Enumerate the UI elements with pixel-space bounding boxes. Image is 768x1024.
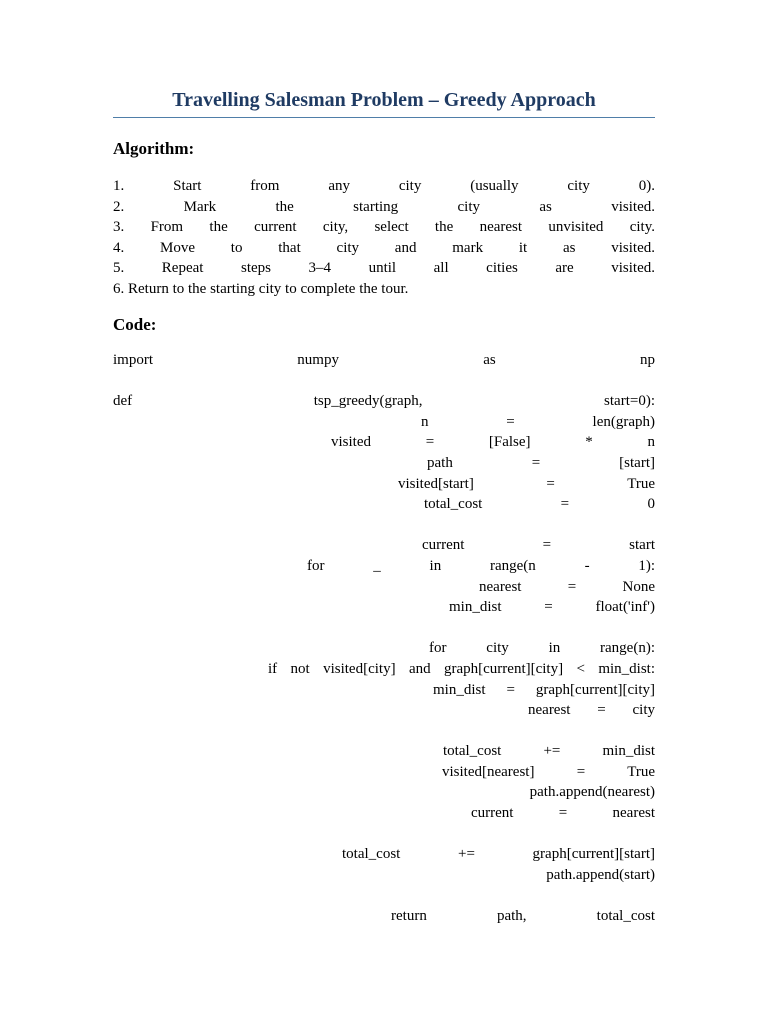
algorithm-step-1: 1. Start from any city (usually city 0). (113, 178, 655, 194)
code-line-return: return path, total_cost (391, 908, 655, 925)
algorithm-step-5: 5. Repeat steps 3–4 until all cities are visited. (113, 260, 655, 276)
document-title: Travelling Salesman Problem – Greedy Approach (113, 88, 655, 118)
code-line-import: import numpy as np (113, 352, 655, 368)
code-line-n: n = len(graph) (421, 413, 655, 430)
code-line-blank (113, 721, 655, 742)
code-line-path-append-nearest: path.append(nearest) (529, 784, 655, 801)
code-line-total-cost-return-edge: total_cost += graph[current][start] (342, 846, 655, 863)
algorithm-step-4: 4. Move to that city and mark it as visited. (113, 239, 655, 256)
code-line-path: path = [start] (427, 454, 655, 471)
algorithm-step-2: 2. Mark the starting city as visited. (113, 198, 655, 215)
code-heading: Code: (113, 315, 157, 334)
document-page (113, 88, 655, 927)
code-line-total-cost-add: total_cost += min_dist (443, 743, 655, 760)
code-line-if: if not visited[city] and graph[current][city] < min_dist: (268, 660, 655, 677)
code-line-visited: visited = [False] * n (331, 434, 655, 451)
code-line-blank (113, 618, 655, 639)
code-line-nearest: nearest = None (479, 578, 655, 595)
code-line-for-city: for city in range(n): (429, 640, 655, 657)
code-line-visited-start: visited[start] = True (398, 475, 655, 492)
code-line-current-update: current = nearest (471, 805, 655, 822)
code-line-nearest-update: nearest = city (528, 702, 655, 719)
code-line-path-append-start: path.append(start) (546, 866, 655, 883)
algorithm-heading: Algorithm: (113, 139, 195, 158)
algorithm-steps (113, 176, 655, 299)
algorithm-step-3: 3. From the current city, select the nearest unvisited city. (113, 219, 655, 235)
code-line-def: def tsp_greedy(graph, start=0): (113, 393, 655, 410)
code-line-visited-nearest: visited[nearest] = True (442, 763, 655, 780)
code-line-blank (113, 515, 655, 536)
code-line-blank (113, 371, 655, 392)
code-line-blank (113, 885, 655, 906)
code-line-current: current = start (422, 537, 655, 554)
code-line-total-cost: total_cost = 0 (424, 496, 655, 513)
algorithm-step-6: 6. Return to the starting city to complete the tour. (113, 280, 409, 297)
code-line-min-dist-update: min_dist = graph[current][city] (433, 681, 655, 698)
code-line-blank (113, 824, 655, 845)
code-line-for-loop: for _ in range(n - 1): (307, 557, 655, 574)
code-block (113, 350, 655, 927)
code-line-min-dist: min_dist = float('inf') (449, 599, 655, 616)
